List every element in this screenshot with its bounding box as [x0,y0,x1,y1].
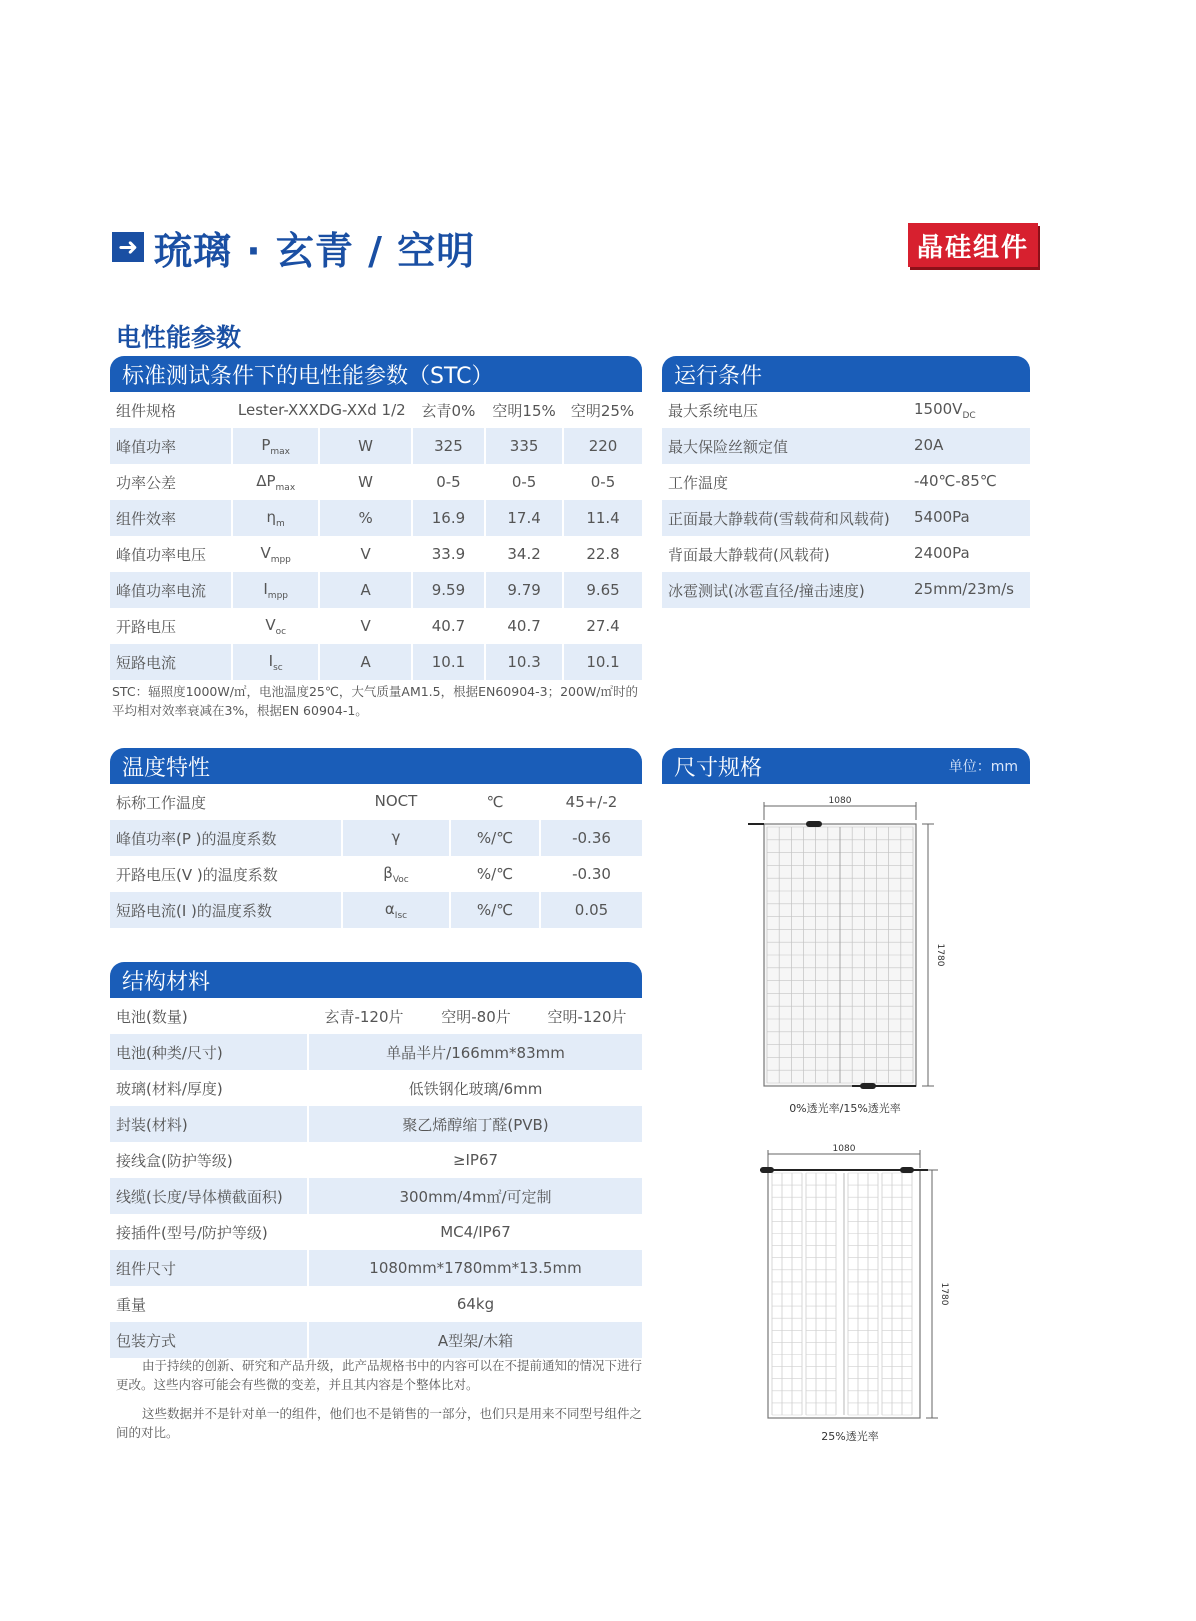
stc-row-unit: A [319,572,411,608]
structure-row-value: MC4/IP67 [308,1214,642,1250]
temperature-row-unit: %/℃ [450,856,540,892]
structure-row [110,1142,642,1178]
temperature-row [110,856,642,892]
stc-row [110,536,642,572]
temperature-row-value: -0.30 [540,856,642,892]
stc-row-value-3: 9.65 [563,572,642,608]
operating-table [662,392,1030,608]
structure-panel-header [110,962,642,998]
stc-row-value-1: 10.1 [412,644,485,680]
temperature-row-label: 开路电压(V )的温度系数 [116,865,278,884]
stc-table [110,392,642,680]
structure-row-label: 玻璃(材料/厚度) [116,1079,223,1098]
top-width-label: 1080 [828,796,852,806]
stc-row-label: 峰值功率电流 [110,572,232,608]
stc-row [110,464,642,500]
stc-row-value-3: 11.4 [563,500,642,536]
temperature-row-value: -0.36 [540,820,642,856]
stc-row-symbol-subscript: mpp [267,590,288,601]
temperature-row-label: 短路电流(I )的温度系数 [110,892,342,928]
structure-row [110,1250,642,1286]
stc-row-value-2: 335 [485,428,563,464]
operating-row-value [908,428,1030,464]
structure-row-value: ≥IP67 [308,1142,642,1178]
operating-row-label: 最大系统电压 [668,401,759,420]
stc-row-value-3: 22.8 [563,536,642,572]
operating-row [662,428,1030,464]
stc-row-symbol-symbol: P [261,435,271,454]
structure-row [110,1322,642,1358]
operating-panel-header [662,356,1030,392]
structure-row [110,1106,642,1142]
dimensions-unit: 单位：mm [948,759,1018,775]
dimensions-panel-title: 尺寸规格 [674,755,763,781]
structure-row-value: 低铁钢化玻璃/6mm [308,1070,642,1106]
structure-row-label: 接插件(型号/防护等级) [116,1223,268,1242]
cells-c2: 空明-80片 [441,1007,511,1026]
operating-row [662,536,1030,572]
stc-header-row [110,392,642,428]
stc-row-symbol-subscript: mpp [270,554,291,565]
operating-row-label: 正面最大静载荷(雪载荷和风载荷) [662,500,908,536]
operating-value-text: 2400Pa [914,543,970,562]
temperature-row-symbol-symbol: NOCT [374,791,418,810]
stc-row-unit: % [319,500,411,536]
stc-row-symbol [232,464,320,500]
stc-row-symbol [232,608,320,644]
structure-row-label: 重量 [116,1295,147,1314]
temperature-row [110,784,642,820]
stc-row-symbol-symbol: V [265,615,276,634]
operating-row-value [908,500,1030,536]
stc-row-value-3: 27.4 [563,608,642,644]
stc-row-label: 开路电压 [116,617,177,636]
operating-row-value [908,392,1030,428]
structure-note-2: 这些数据并不是针对单一的组件，他们也不是销售的一部分，也们只是用来不同型号组件之间的对比。 [116,1406,643,1440]
stc-row-label: 短路电流 [110,644,232,680]
stc-row-symbol-subscript: max [275,482,296,493]
stc-panel-title: 标准测试条件下的电性能参数（STC） [122,363,494,389]
temperature-row [110,892,642,928]
cells-c3: 空明-120片 [547,1007,627,1026]
structure-row-label: 接线盒(防护等级) [116,1151,233,1170]
stc-panel-header [110,356,642,392]
stc-row-symbol-subscript: oc [275,626,287,637]
stc-row-value-2: 0-5 [485,464,563,500]
temperature-panel-title: 温度特性 [122,755,211,781]
stc-row-value-1: 33.9 [412,536,485,572]
stc-row-value-1: 9.59 [412,572,485,608]
top-diagram-caption: 0%透光率/15%透光率 [789,1102,901,1115]
stc-row [110,500,642,536]
operating-row-value [908,572,1030,608]
stc-row-value-2: 10.3 [485,644,563,680]
operating-row-label: 工作温度 [668,473,729,492]
stc-header-label: 组件规格 [116,401,177,420]
temperature-row-symbol-symbol: γ [391,827,401,846]
stc-header-c3: 空明25% [570,401,635,420]
structure-row-value: 64kg [308,1286,642,1322]
operating-value-text: -40℃-85℃ [914,471,997,490]
temperature-row-unit: %/℃ [450,820,540,856]
temperature-panel-header [110,748,642,784]
structure-row-label: 封装(材料) [110,1106,308,1142]
temperature-row-symbol-subscript: Voc [392,874,409,885]
top-connector [806,821,822,827]
stc-row-symbol [232,572,320,608]
operating-panel-title: 运行条件 [674,363,763,389]
temperature-row-unit: %/℃ [450,892,540,928]
cells-label: 电池(数量) [116,1007,188,1026]
temperature-row-value: 45+/-2 [540,784,642,820]
right-connector [900,1167,914,1173]
stc-row-value-1: 16.9 [412,500,485,536]
operating-row [662,464,1030,500]
structure-panel-title: 结构材料 [122,969,211,995]
structure-row-value: A型架/木箱 [308,1322,642,1358]
temperature-row-unit: ℃ [450,784,540,820]
stc-row [110,644,642,680]
temperature-row-symbol-symbol: α [384,899,395,918]
stc-row [110,572,642,608]
operating-row-label: 冰雹测试(冰雹直径/撞击速度) [662,572,908,608]
stc-row-symbol-symbol: I [268,651,274,670]
bottom-diagram-caption: 25%透光率 [821,1430,879,1443]
temperature-row-label: 峰值功率(P )的温度系数 [110,820,342,856]
operating-row [662,500,1030,536]
structure-row-label: 组件尺寸 [110,1250,308,1286]
temperature-row-symbol [342,820,450,856]
stc-row-unit: W [319,428,411,464]
stc-row-value-3: 220 [563,428,642,464]
stc-row-symbol-symbol: η [266,507,277,526]
stc-row [110,608,642,644]
structure-row [110,1034,642,1070]
structure-note-1: 由于持续的创新、研究和产品升级，此产品规格书中的内容可以在不提前通知的情况下进行更改。这些内容可能会有些微的变差，并且其内容是个整体比对。 [116,1358,643,1392]
structure-row [110,1070,642,1106]
module-diagram-bottom [750,1140,960,1430]
temperature-table [110,784,642,928]
operating-value-text: 1500V [914,399,963,418]
stc-row-value-1: 325 [412,428,485,464]
stc-row-value-2: 40.7 [485,608,563,644]
stc-row-symbol-subscript: m [276,518,285,529]
operating-row-value [908,464,1030,500]
structure-table [110,998,642,1358]
top-cell-grid [767,827,913,1083]
stc-row-symbol [232,644,320,680]
structure-row-value: 1080mm*1780mm*13.5mm [308,1250,642,1286]
temperature-row [110,820,642,856]
operating-row-label: 最大保险丝额定值 [662,428,908,464]
temperature-row-label: 标称工作温度 [116,793,207,812]
cells-c1: 玄青-120片 [324,1007,404,1026]
stc-row-label: 峰值功率电压 [116,545,207,564]
stc-note: STC：辐照度1000W/㎡，电池温度25℃，大气质量AM1.5，根据EN60904-3；200W/㎡时的平均相对效率衰减在3%，根据EN 60904-1。 [112,684,639,718]
structure-row [110,1178,642,1214]
stc-row-symbol [232,428,320,464]
stc-row-value-2: 17.4 [485,500,563,536]
stc-header-model: Lester-XXXDG-XXd 1/2 [237,401,406,419]
stc-row-symbol [232,500,320,536]
dimensions-panel-header [662,748,1030,784]
stc-row-label: 组件效率 [110,500,232,536]
stc-row-value-1: 0-5 [412,464,485,500]
operating-value-text: 20A [914,435,944,454]
bottom-connector [860,1083,876,1089]
operating-row-label: 背面最大静载荷(风载荷) [668,545,830,564]
temperature-row-symbol [342,856,450,892]
bottom-width-label: 1080 [832,1144,856,1154]
stc-row-symbol-symbol: I [263,579,268,598]
section-title: 电性能参数 [116,323,242,352]
structure-row-value: 300mm/4m㎡/可定制 [308,1178,642,1214]
temperature-row-value: 0.05 [540,892,642,928]
page-title: 琉璃 · 玄青 / 空明 [154,228,476,273]
stc-row-unit: V [319,608,411,644]
stc-row-value-2: 9.79 [485,572,563,608]
stc-row-symbol-subscript: max [270,446,290,457]
structure-row-value: 聚乙烯醇缩丁醛(PVB) [308,1106,642,1142]
stc-row-unit: A [319,644,411,680]
left-connector [760,1167,774,1173]
operating-row [662,572,1030,608]
temperature-row-symbol [342,892,450,928]
stc-row-value-3: 0-5 [563,464,642,500]
page-title-row [112,222,475,272]
stc-row-unit: W [319,464,411,500]
stc-row-symbol-symbol: ΔP [256,471,276,490]
stc-header-c1: 玄青0% [421,401,476,420]
operating-row [662,392,1030,428]
stc-row-symbol [232,536,320,572]
stc-row-symbol-symbol: V [260,543,271,562]
structure-cells-row [110,998,642,1034]
structure-row-label: 包装方式 [110,1322,308,1358]
stc-row-unit: V [319,536,411,572]
stc-row-value-2: 34.2 [485,536,563,572]
structure-row [110,1214,642,1250]
structure-row-value: 单晶半片/166mm*83mm [308,1034,642,1070]
temperature-row-symbol-subscript: Isc [394,910,408,921]
stc-row-value-1: 40.7 [412,608,485,644]
stc-row-label: 功率公差 [116,473,177,492]
structure-row [110,1286,642,1322]
structure-row-label: 电池(种类/尺寸) [110,1034,308,1070]
arrow-right-icon: ➜ [112,232,144,262]
structure-row-label: 线缆(长度/导体横截面积) [110,1178,308,1214]
top-height-label: 1780 [935,943,945,967]
stc-row-label: 峰值功率 [110,428,232,464]
operating-value-subscript: DC [962,410,976,421]
bottom-height-label: 1780 [939,1282,949,1306]
operating-value-text: 25mm/23m/s [914,579,1014,598]
stc-row-value-3: 10.1 [563,644,642,680]
operating-row-value [908,536,1030,572]
module-diagram-top [740,792,950,1102]
stc-header-c2: 空明15% [492,401,556,420]
temperature-row-symbol [342,784,450,820]
category-badge: 晶硅组件 [908,223,1038,267]
temperature-row-symbol-symbol: β [383,863,393,882]
operating-value-text: 5400Pa [914,507,970,526]
stc-row [110,428,642,464]
stc-row-symbol-subscript: sc [273,662,283,673]
